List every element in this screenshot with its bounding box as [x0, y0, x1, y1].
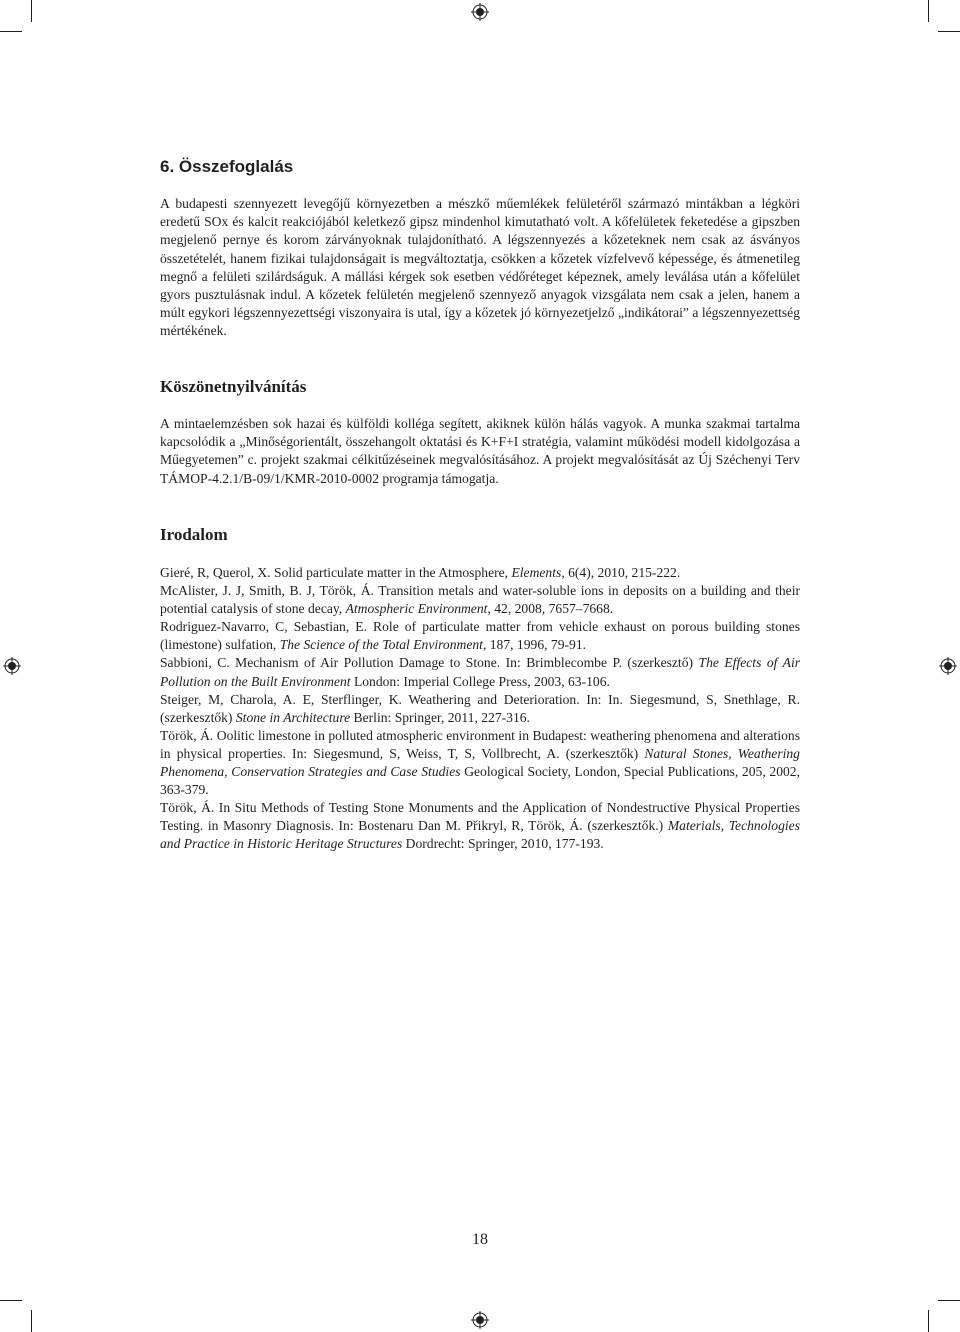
- references-heading: Irodalom: [160, 525, 228, 544]
- registration-mark-icon: [471, 3, 489, 21]
- reference-item: Gieré, R, Querol, X. Solid particulate matter in the Atmosphere, Elements, 6(4), 2010, 215-222.: [160, 565, 681, 580]
- crop-mark: [938, 31, 960, 32]
- reference-item: Sabbioni, C. Mechanism of Air Pollution Damage to Stone. In: Brimblecombe P. (szerkesztő) The Effects of Air Pollution on the Built Environment London: Imperial College Press, 2003, 63-106.: [160, 655, 801, 689]
- crop-mark: [0, 1300, 22, 1301]
- crop-mark: [938, 1300, 960, 1301]
- crop-mark: [31, 0, 32, 22]
- reference-item: Rodriguez-Navarro, C, Sebastian, E. Role of particulate matter from vehicle exhaust on porous building stones (limestone) sulfation, The Science of the Total Environment, 187, 1996, 79-91.: [160, 619, 800, 653]
- page-number: 18: [472, 1231, 488, 1248]
- reference-list: [160, 564, 800, 854]
- registration-mark-icon: [471, 1311, 489, 1329]
- registration-mark-icon: [3, 657, 21, 675]
- crop-mark: [31, 1310, 32, 1332]
- crop-mark: [928, 0, 929, 22]
- reference-item: McAlister, J. J, Smith, B. J, Török, Á. Transition metals and water-soluble ions in deposits on a building and their potential catalysis of stone decay, Atmospheric Environment, 42, 2008, 7657–7668.: [160, 583, 800, 617]
- reference-item: Török, Á. Oolitic limestone in polluted atmospheric environment in Budapest: weathering phenomena and alterations in physical properties. In: Siegesmund, S, Weiss, T, S, Vollbrecht, A. (szerkesztők) Natural Stones, Weathering Phenomena, Conservation Strategies and Case Studies Geological Society, London, Special Publications, 205, 2002, 363-379.: [160, 727, 800, 798]
- crop-mark: [928, 1310, 929, 1332]
- reference-item: Steiger, M, Charola, A. E, Sterflinger, K. Weathering and Deterioration. In: In. Siegesmund, S, Snethlage, R. (szerkesztők) Stone in Architecture Berlin: Springer, 2011, 227-316.: [160, 691, 800, 725]
- acknowledgement-heading: Köszönetnyilvánítás: [160, 377, 307, 396]
- summary-heading: 6. Összefoglalás: [160, 157, 294, 176]
- acknowledgement-paragraph: A mintaelemzésben sok hazai és külföldi kolléga segített, akiknek külön hálás vagyok. A munka szakmai tartalma kapcsolódik a „Minőségorientált, összehangolt oktatási és K+F+I stratégia, valamint működési modell kidolgozása a Műegyetemen” c. projekt szakmai célkitűzéseinek megvalósításához. A projekt megvalósítását az Új Széchenyi Terv TÁMOP-4.2.1/B-09/1/KMR-2010-0002 programja támogatja.: [160, 416, 800, 486]
- summary-paragraph: A budapesti szennyezett levegőjű környezetben a mészkő műemlékek felületéről származó mintákban a légköri eredetű SOx és kalcit reakciójából keletkező gipsz mindenhol kimutatható volt. A kőfelületek feketedése a gipszben megjelenő pernye és korom zárványoknak tulajdonítható. A légszennyezés a kőzeteknek nem csak az ásványos összetételét, hanem fizikai tulajdonságait is megváltoztatja, csökken a kőzetek vízfelvevő képessége, és átmenetileg megnő a felületi szilárdságuk. A mállási kérgek sok esetben védőréteget képeznek, amely leválása után a kőfelület gyors pusztulásnak indul. A kőzetek felületén megjelenő szennyező anyagok vizsgálata nem csak a jelen, hanem a múlt egykori légszennyezettségi viszonyaira is utal, így a kőzetek jó környezetjelző „indikátorai” a légszennyezettség mértékének.: [160, 196, 800, 339]
- registration-mark-icon: [939, 657, 957, 675]
- crop-mark: [0, 31, 22, 32]
- reference-item: Török, Á. In Situ Methods of Testing Stone Monuments and the Application of Nondestructive Physical Properties Testing. in Masonry Diagnosis. In: Bostenaru Dan M. Přikryl, R, Török, Á. (szerkesztők.) Materials, Technologies and Practice in Historic Heritage Structures Dordrecht: Springer, 2010, 177-193.: [160, 800, 800, 852]
